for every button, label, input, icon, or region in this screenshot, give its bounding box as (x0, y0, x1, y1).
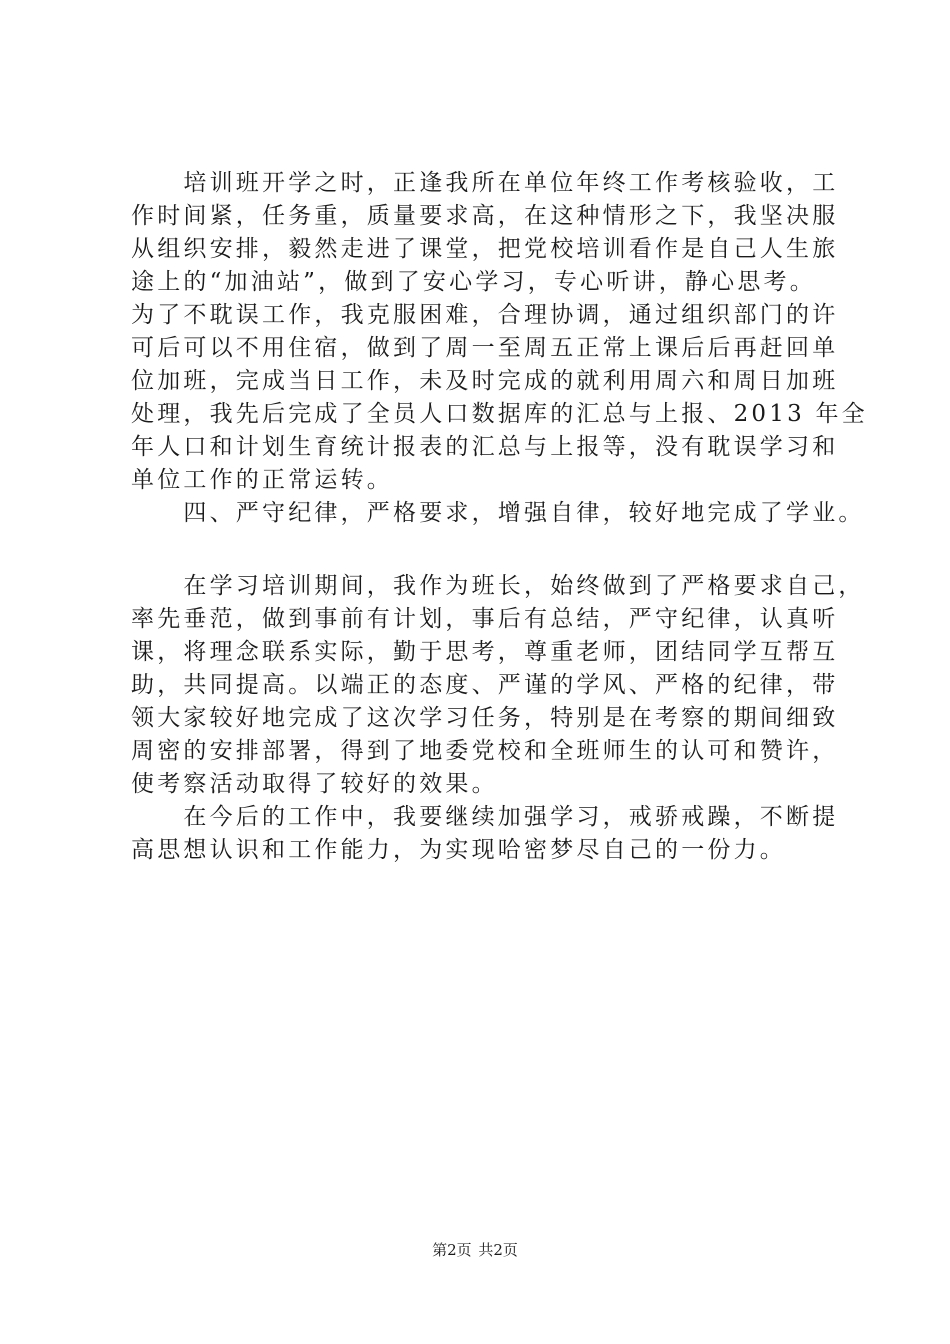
text-line: 率先垂范，做到事前有计划，事后有总结，严守纪律，认真听 (131, 606, 839, 632)
text-line: 领大家较好地完成了这次学习任务，特别是在考察的期间细致 (131, 705, 839, 731)
text-line: 可后可以不用住宿，做到了周一至周五正常上课后后再赶回单 (131, 335, 839, 361)
text-line: 使考察活动取得了较好的效果。 (131, 771, 498, 797)
text-line: 从组织安排，毅然走进了课堂，把党校培训看作是自己人生旅 (131, 236, 839, 262)
text-line: 途上的“加油站”，做到了安心学习，专心听讲，静心思考。 (131, 269, 816, 295)
text-line: 单位工作的正常运转。 (131, 467, 393, 493)
paragraph-2 (131, 570, 865, 801)
text-line: 课，将理念联系实际，勤于思考，尊重老师，团结同学互帮互 (131, 639, 839, 665)
text-line: 作时间紧，任务重，质量要求高，在这种情形之下，我坚决服 (131, 203, 839, 229)
paragraph-3 (131, 801, 843, 867)
text-line: 培训班开学之时，正逢我所在单位年终工作考核验收，工 (131, 170, 839, 196)
paragraph-1 (131, 167, 868, 497)
text-line: 为了不耽误工作，我克服困难，合理协调，通过组织部门的许 (131, 302, 839, 328)
text-line: 处理，我先后完成了全员人口数据库的汇总与上报、2013 年全 (131, 401, 868, 427)
page-total: 共2页 (478, 1241, 518, 1259)
text-line: 高思想认识和工作能力，为实现哈密梦尽自己的一份力。 (131, 837, 786, 863)
page-footer (0, 1240, 950, 1260)
document-body (131, 167, 868, 867)
text-line: 年人口和计划生育统计报表的汇总与上报等，没有耽误学习和 (131, 434, 839, 460)
text-line: 位加班，完成当日工作，未及时完成的就利用周六和周日加班 (131, 368, 839, 394)
text-line: 周密的安排部署，得到了地委党校和全班师生的认可和赞许， (131, 738, 839, 764)
heading-line: 四、严守纪律，严格要求，增强自律，较好地完成了学业。 (131, 500, 865, 526)
text-line: 在学习培训期间，我作为班长，始终做到了严格要求自己， (131, 573, 865, 599)
page-number: 第2页 (432, 1241, 472, 1259)
text-line: 助，共同提高。以端正的态度、严谨的学风、严格的纪律，带 (131, 672, 839, 698)
section-heading (131, 497, 865, 530)
paragraph-gap (131, 530, 843, 570)
text-line: 在今后的工作中，我要继续加强学习，戒骄戒躁，不断提 (131, 804, 839, 830)
